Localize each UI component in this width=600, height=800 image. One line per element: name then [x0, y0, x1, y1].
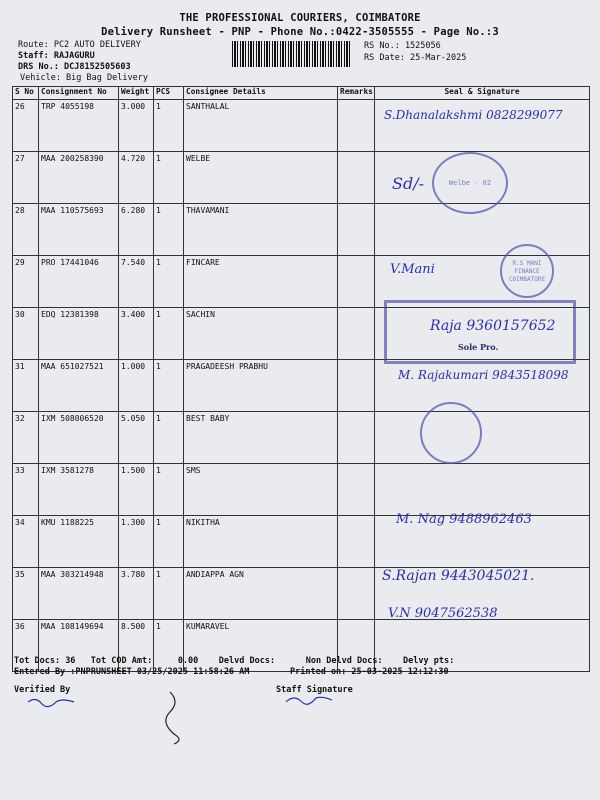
cell-weight: 6.280	[119, 204, 154, 256]
cell-sno: 33	[13, 464, 39, 516]
col-pcs: PCS	[154, 87, 184, 100]
cell-remarks	[338, 360, 375, 412]
col-remarks: Remarks	[338, 87, 375, 100]
non-delvd-docs-label: Non Delvd Docs:	[305, 656, 383, 666]
cell-consignment: MAA 200258390	[39, 152, 119, 204]
signature-row-34: M. Nag 9488962463	[396, 512, 532, 527]
stamp-rs-mani: R.S MANI FINANCE COIMBATORE	[500, 244, 554, 298]
cell-sno: 29	[13, 256, 39, 308]
cell-consignment: TRP 4055198	[39, 100, 119, 152]
cell-weight: 3.780	[119, 568, 154, 620]
table-row	[13, 412, 590, 464]
staff-label: Staff: RAJAGURU	[18, 51, 95, 61]
delvd-docs-label: Delvd Docs:	[218, 656, 276, 666]
tot-docs-value: 36	[65, 656, 76, 666]
table-row	[13, 464, 590, 516]
company-title: THE PROFESSIONAL COURIERS, COIMBATORE	[179, 12, 421, 24]
signature-row-26: S.Dhanalakshmi 0828299077	[384, 108, 563, 122]
cell-consignee: SACHIN	[184, 308, 338, 360]
table-row	[13, 204, 590, 256]
cell-remarks	[338, 516, 375, 568]
cell-weight: 1.000	[119, 360, 154, 412]
cell-pcs: 1	[154, 620, 184, 672]
cell-consignment: KMU 1188225	[39, 516, 119, 568]
cell-consignee: WELBE	[184, 152, 338, 204]
cell-weight: 8.500	[119, 620, 154, 672]
cell-consignment: IXM 508006520	[39, 412, 119, 464]
cell-weight: 1.300	[119, 516, 154, 568]
cell-consignee: SANTHALAL	[184, 100, 338, 152]
totals-line	[14, 656, 454, 666]
cell-pcs: 1	[154, 256, 184, 308]
tot-cod-label: Tot COD Amt:	[90, 656, 153, 666]
cell-consignee: NIKITHA	[184, 516, 338, 568]
cell-consignee: SMS	[184, 464, 338, 516]
rs-number: RS No.: 1525056	[364, 41, 441, 51]
signature-row-29: V.Mani	[390, 262, 435, 277]
tot-docs-label: Tot Docs:	[14, 656, 61, 666]
cell-weight: 4.720	[119, 152, 154, 204]
cell-sno: 34	[13, 516, 39, 568]
cell-signature	[375, 464, 590, 516]
col-consignment: Consignment No	[39, 87, 119, 100]
footer-signature-scribbles	[0, 690, 600, 750]
cell-consignment: MAA 110575693	[39, 204, 119, 256]
cell-remarks	[338, 568, 375, 620]
tot-cod-value: 0.00	[177, 656, 199, 666]
cell-sno: 26	[13, 100, 39, 152]
col-weight: Weight	[119, 87, 154, 100]
cell-weight: 1.500	[119, 464, 154, 516]
signature-row-35: S.Rajan 9443045021.	[382, 568, 535, 584]
cell-weight: 3.400	[119, 308, 154, 360]
cell-pcs: 1	[154, 412, 184, 464]
cell-weight: 3.000	[119, 100, 154, 152]
cell-pcs: 1	[154, 568, 184, 620]
cell-remarks	[338, 308, 375, 360]
signature-row-27: Sd/-	[392, 174, 424, 193]
cell-remarks	[338, 464, 375, 516]
cell-sno: 30	[13, 308, 39, 360]
cell-weight: 5.050	[119, 412, 154, 464]
printed-on: Printed on: 25-03-2025 12:12:30	[290, 667, 449, 677]
cell-consignment: EDQ 12381398	[39, 308, 119, 360]
stamp-welbe: Welbe - 02	[432, 152, 508, 214]
cell-signature	[375, 412, 590, 464]
col-seal-signature: Seal & Signature	[375, 87, 590, 100]
drs-number: DRS No.: DCJ8152505603	[18, 62, 131, 72]
stamp-sole-prop: Sole Pro.	[458, 342, 499, 352]
staff-signature-label: Staff Signature	[276, 685, 353, 695]
cell-sno: 31	[13, 360, 39, 412]
cell-consignee: THAVAMANI	[184, 204, 338, 256]
signature-row-30: Raja 9360157652	[430, 318, 556, 334]
route-label: Route: PC2 AUTO DELIVERY	[18, 40, 141, 50]
cell-remarks	[338, 100, 375, 152]
cell-consignment: PRO 17441046	[39, 256, 119, 308]
cell-sno: 27	[13, 152, 39, 204]
cell-sno: 28	[13, 204, 39, 256]
cell-remarks	[338, 152, 375, 204]
cell-consignment: MAA 303214948	[39, 568, 119, 620]
barcode	[232, 41, 352, 67]
vehicle-label: Vehicle: Big Bag Delivery	[20, 73, 148, 83]
cell-pcs: 1	[154, 516, 184, 568]
rs-date: RS Date: 25-Mar-2025	[364, 53, 467, 63]
cell-consignee: FINCARE	[184, 256, 338, 308]
verified-by-label: Verified By	[14, 685, 71, 695]
cell-remarks	[338, 204, 375, 256]
cell-consignee: KUMARAVEL	[184, 620, 338, 672]
cell-pcs: 1	[154, 464, 184, 516]
cell-sno: 32	[13, 412, 39, 464]
cell-sno: 35	[13, 568, 39, 620]
stamp-circle-32	[420, 402, 482, 464]
cell-consignee: ANDIAPPA AGN	[184, 568, 338, 620]
entered-by: Entered By :PNPRUNSHEET 03/25/2025 11:58:26 AM	[14, 667, 250, 677]
cell-pcs: 1	[154, 204, 184, 256]
cell-pcs: 1	[154, 152, 184, 204]
cell-consignment: MAA 651027521	[39, 360, 119, 412]
col-consignee: Consignee Details	[184, 87, 338, 100]
signature-row-36: V.N 9047562538	[388, 606, 498, 621]
cell-consignment: MAA 108149694	[39, 620, 119, 672]
runsheet-subtitle: Delivery Runsheet - PNP - Phone No.:0422-3505555 - Page No.:3	[101, 26, 499, 38]
cell-pcs: 1	[154, 100, 184, 152]
cell-weight: 7.540	[119, 256, 154, 308]
cell-pcs: 1	[154, 360, 184, 412]
cell-pcs: 1	[154, 308, 184, 360]
cell-consignment: IXM 3581278	[39, 464, 119, 516]
col-sno: S No	[13, 87, 39, 100]
cell-consignee: BEST BABY	[184, 412, 338, 464]
cell-remarks	[338, 412, 375, 464]
cell-consignee: PRAGADEESH PRABHU	[184, 360, 338, 412]
table-header-row	[13, 87, 590, 100]
signature-row-31: M. Rajakumari 9843518098	[398, 368, 569, 382]
cell-remarks	[338, 256, 375, 308]
delvy-pts-label: Delvy pts:	[403, 656, 455, 666]
cell-sno: 36	[13, 620, 39, 672]
